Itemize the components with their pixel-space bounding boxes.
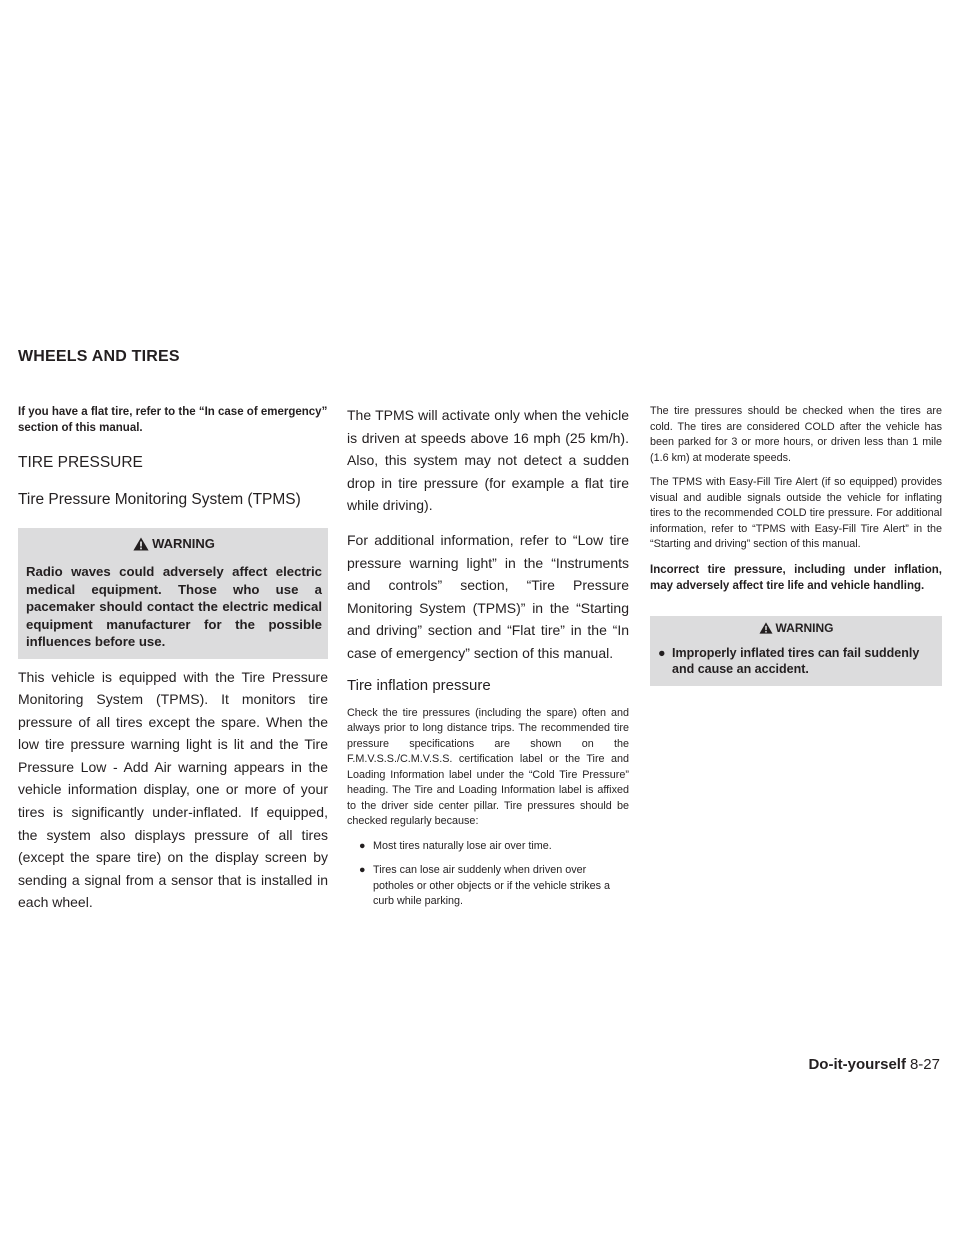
list-item — [658, 645, 934, 677]
warning-box-pacemaker — [18, 528, 328, 659]
list-item — [359, 839, 629, 855]
page-footer — [808, 1056, 940, 1073]
footer-section-label: Do-it-yourself — [808, 1056, 906, 1073]
list-item — [359, 863, 629, 910]
list-item-text: Most tires naturally lose air over time. — [373, 839, 552, 852]
warning-text: Radio waves could adversely affect electric medical equipment. Those who use a pacemaker should contact the electric medical equipment manufacturer for the possible influences before use. — [26, 564, 322, 649]
heading-tire-pressure: TIRE PRESSURE — [18, 454, 143, 471]
warning-box-inflation — [650, 616, 942, 686]
bullet-icon: ● — [359, 839, 366, 852]
warning-item-text: Improperly inflated tires can fail suddenly and cause an accident. — [672, 645, 920, 676]
page-number: 8-27 — [909, 1056, 940, 1073]
column-middle — [347, 404, 629, 919]
heading-tire-inflation: Tire inflation pressure — [347, 676, 491, 694]
inflation-bullet-list — [359, 839, 629, 910]
flat-tire-note: If you have a flat tire, refer to the “In case of emergency” section of this manual. — [18, 406, 328, 434]
bullet-icon: ● — [658, 645, 666, 660]
cold-tires-paragraph: The tire pressures should be checked when the tires are cold. The tires are considered COLD after the vehicle has been parked for 3 or more hours, or driven less than 1 mile (1.6 km) at moderate speeds. — [650, 405, 942, 464]
column-right — [650, 404, 942, 686]
bullet-icon: ● — [359, 864, 366, 877]
tpms-body: This vehicle is equipped with the Tire Pressure Monitoring System (TPMS). It monitors tire pressure of all tires except the spare. When the low tire pressure warning light is lit and the Tire Pressure Low - Add Air warning appears in the vehicle information display, one or more of your tires is significantly under-inflated. If equipped, the system also displays pressure of all tires (except the spare tire) on the display screen by sending a signal from a sensor that is installed in each wheel. — [18, 668, 328, 911]
tpms-activation-paragraph: The TPMS will activate only when the vehicle is driven at speeds above 16 mph (25 km/h). Also, this system may not detect a sudden drop in tire pressure (for example a flat tire while driving). — [347, 407, 629, 514]
column-left — [18, 404, 328, 926]
list-item-text: Tires can lose air suddenly when driven over potholes or other objects or if the vehicle strikes a curb while parking. — [373, 864, 611, 908]
additional-info-paragraph: For additional information, refer to “Low tire pressure warning light” in the “Instruments and controls” section, “Tire Pressure Monitoring System (TPMS)” in the “Starting and driving” section and “Flat tire” in the “In case of emergency” section of this manual. — [347, 531, 629, 661]
heading-tpms: Tire Pressure Monitoring System (TPMS) — [18, 491, 301, 508]
warning-title — [26, 536, 322, 551]
warning-title — [658, 621, 934, 635]
easy-fill-paragraph: The TPMS with Easy-Fill Tire Alert (if so equipped) provides visual and audible signals outside the vehicle for inflating tires to the recommended COLD tire pressure. For additional information, refer to “TPMS with Easy-Fill Tire Alert” in the “Starting and driving” section of this manual. — [650, 476, 942, 550]
warning-triangle-icon — [759, 622, 773, 634]
warning-title-text: WARNING — [775, 620, 834, 635]
warning-title-text: WARNING — [152, 536, 215, 551]
section-header: WHEELS AND TIRES — [18, 348, 180, 365]
incorrect-pressure-note: Incorrect tire pressure, including under inflation, may adversely affect tire life and vehicle handling. — [650, 563, 942, 592]
warning-triangle-icon — [133, 537, 149, 551]
inflation-paragraph: Check the tire pressures (including the spare) often and always prior to long distance trips. The recommended tire pressure specifications are shown on the F.M.V.S.S./C.M.V.S.S. certification label or the Tire and Loading Information label under the “Cold Tire Pressure” heading. The Tire and Loading Information label is affixed to the driver side center pillar. Tire pressures should be checked regularly because: — [347, 706, 629, 828]
